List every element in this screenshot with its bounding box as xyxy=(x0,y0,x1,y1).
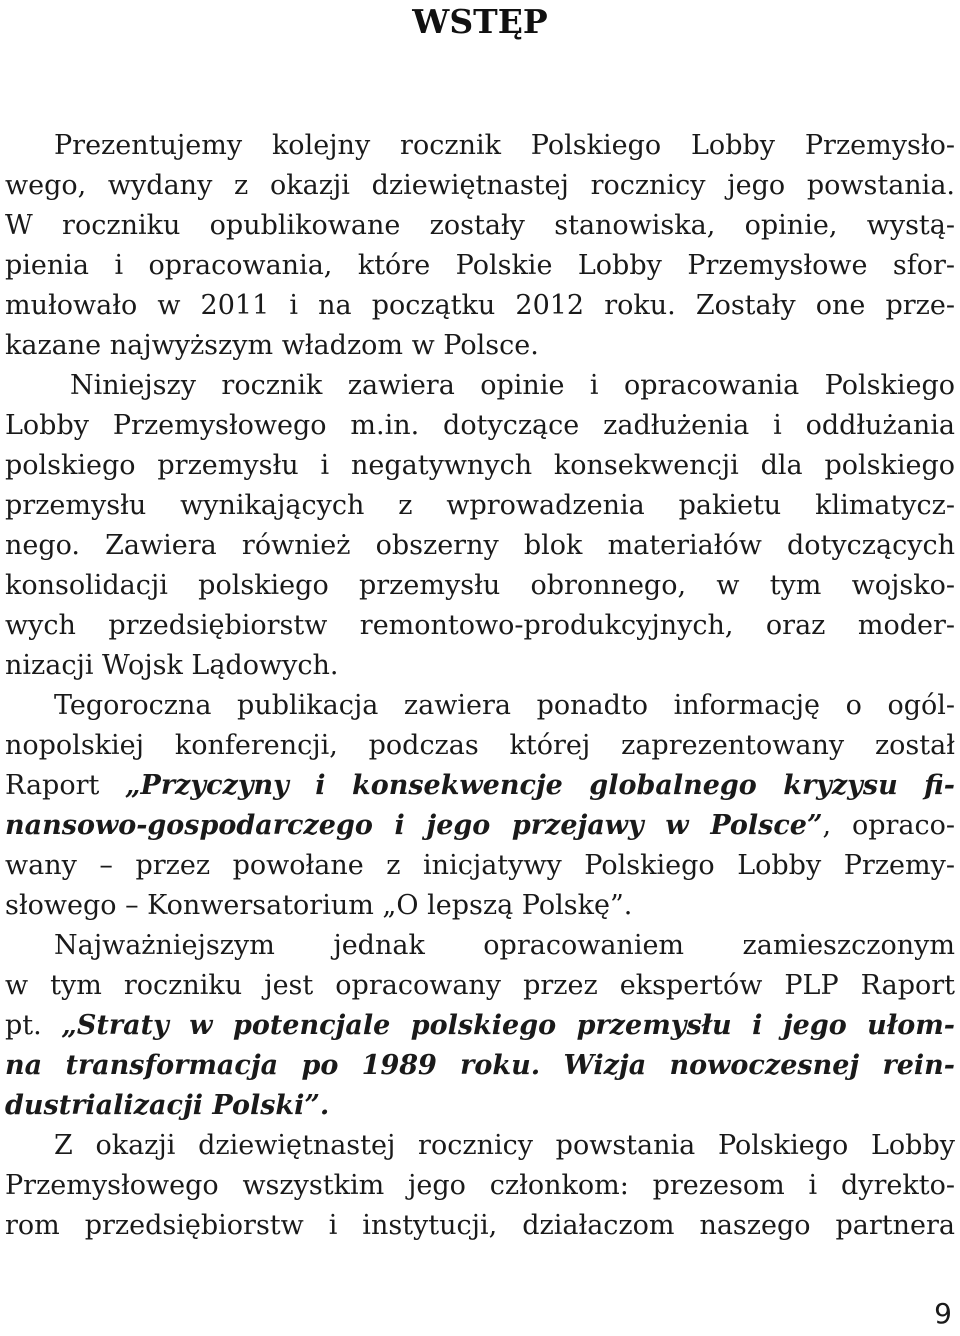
text-line: wych przedsiębiorstw remontowo-produkcyjnych, oraz moder- xyxy=(5,610,955,641)
text-line xyxy=(5,1006,955,1046)
text-line: dustrializacji Polski”. xyxy=(5,1090,330,1121)
report-title-emphasis: „Straty w potencjale polskiego przemysłu i jego ułom- xyxy=(61,1010,955,1041)
text-line xyxy=(5,766,955,806)
text-line: nopolskiej konferencji, podczas której zaprezentowany został xyxy=(5,730,955,761)
text-line: Prezentujemy kolejny rocznik Polskiego Lobby Przemysło- xyxy=(54,130,955,161)
text-run: Raport xyxy=(5,770,125,801)
report-title-emphasis: „Przyczyny i konsekwencje globalnego kryzysu fi- xyxy=(124,770,955,801)
text-line: słowego – Konwersatorium „O lepszą Polskę”. xyxy=(5,890,633,921)
text-line: kazane najwyższym władzom w Polsce. xyxy=(5,330,539,361)
text-line: Tegoroczna publikacja zawiera ponadto informację o ogól- xyxy=(54,690,955,721)
text-line: pienia i opracowania, które Polskie Lobby Przemysłowe sfor- xyxy=(5,250,955,281)
text-line: wany – przez powołane z inicjatywy Polskiego Lobby Przemy- xyxy=(5,850,955,881)
text-line: Niniejszy rocznik zawiera opinie i opracowania Polskiego xyxy=(70,370,955,401)
text-line: Z okazji dziewiętnastej rocznicy powstania Polskiego Lobby xyxy=(54,1130,955,1161)
text-line: w tym roczniku jest opracowany przez ekspertów PLP Raport xyxy=(5,970,955,1001)
text-line: rom przedsiębiorstw i instytucji, działaczom naszego partnera xyxy=(5,1210,955,1241)
text-line xyxy=(5,806,955,846)
text-line: nizacji Wojsk Lądowych. xyxy=(5,650,339,681)
text-line: polskiego przemysłu i negatywnych konsekwencji dla polskiego xyxy=(5,450,955,481)
text-line: mułowało w 2011 i na początku 2012 roku. Zostały one prze- xyxy=(5,290,955,321)
report-title-emphasis: nansowo-gospodarczego i jego przejawy w Polsce” xyxy=(5,810,823,841)
text-line: wego, wydany z okazji dziewiętnastej rocznicy jego powstania. xyxy=(5,170,955,201)
text-line: przemysłu wynikających z wprowadzenia pakietu klimatycz- xyxy=(5,490,955,521)
text-line: Lobby Przemysłowego m.in. dotyczące zadłużenia i oddłużania xyxy=(5,410,955,441)
page-title: WSTĘP xyxy=(412,2,548,41)
text-line: nego. Zawiera również obszerny blok materiałów dotyczących xyxy=(5,530,955,561)
text-line: Przemysłowego wszystkim jego członkom: prezesom i dyrekto- xyxy=(5,1170,955,1201)
text-run: pt. xyxy=(5,1010,62,1041)
text-line: konsolidacji polskiego przemysłu obronnego, w tym wojsko- xyxy=(5,570,955,601)
text-line: Najważniejszym jednak opracowaniem zamieszczonym xyxy=(54,930,955,961)
page-number: 9 xyxy=(934,1297,952,1330)
text-run: , opraco- xyxy=(822,810,955,841)
text-line: W roczniku opublikowane zostały stanowiska, opinie, wystą- xyxy=(5,210,955,241)
text-line: na transformacja po 1989 roku. Wizja nowoczesnej rein- xyxy=(5,1050,955,1081)
